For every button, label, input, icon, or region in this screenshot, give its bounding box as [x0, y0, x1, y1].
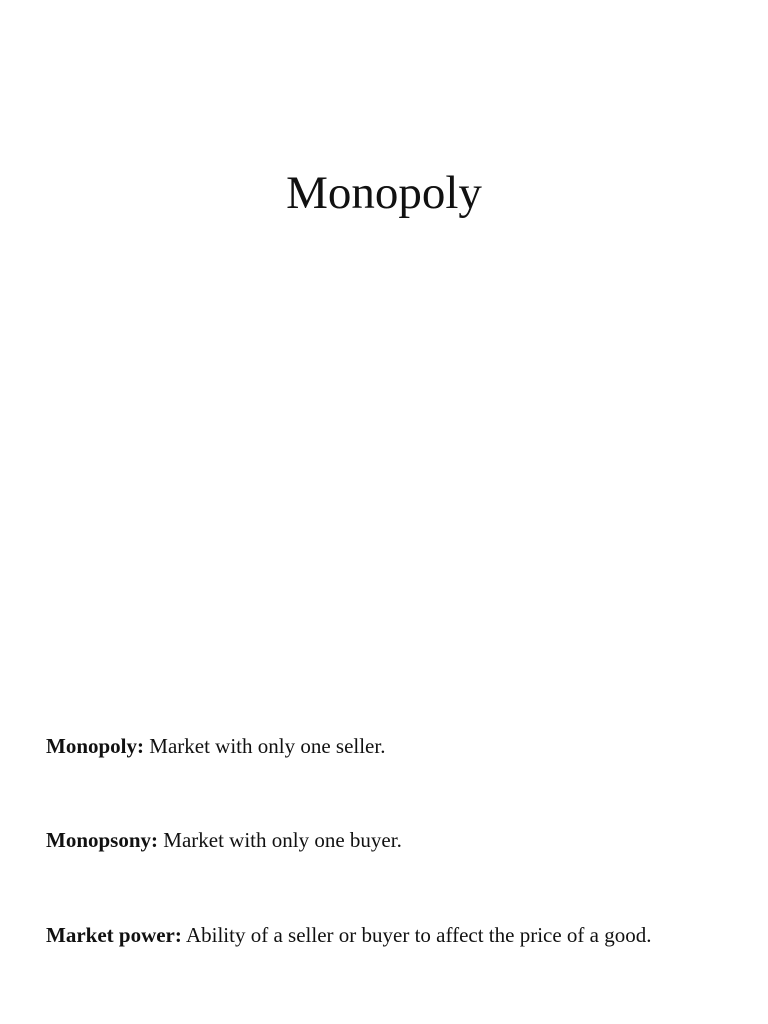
definition-monopsony: [46, 824, 712, 856]
definition-monopoly: [46, 730, 712, 762]
page-title: Monopoly: [286, 167, 482, 219]
definition-text: Ability of a seller or buyer to affect the price of a good.: [185, 923, 652, 947]
definition-text: Market with only one seller.: [149, 734, 386, 758]
definition-term: Market power:: [46, 923, 182, 947]
definition-term: Monopoly:: [46, 734, 145, 758]
definition-market-power: [46, 919, 712, 951]
definition-term: Monopsony:: [46, 828, 159, 852]
definition-text: Market with only one buyer.: [163, 828, 402, 852]
